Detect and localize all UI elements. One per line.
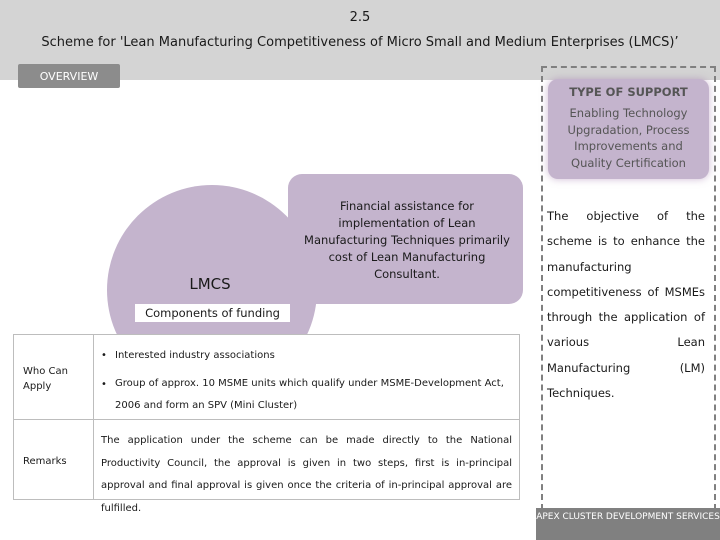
- components-of-funding-label: Components of funding: [135, 304, 290, 322]
- remarks-text: The application under the scheme can be made directly to the National Productivity Council, the approval is given in two steps, first is in-principal approval and final approval is given once the criteria of in-principal approval are fulfilled.: [101, 435, 512, 514]
- support-title: TYPE OF SUPPORT: [569, 85, 688, 99]
- lmcs-label: LMCS: [189, 275, 231, 293]
- who-can-apply-label: Who Can Apply: [23, 366, 68, 392]
- funding-text: Financial assistance for implementation of Lean Manufacturing Techniques primarily cost of Lean Manufacturing Consultant.: [304, 199, 510, 281]
- slide-title: Scheme for 'Lean Manufacturing Competitiveness of Micro Small and Medium Enterprises (LMCS)’: [41, 35, 679, 50]
- bullet-icon: •: [101, 350, 107, 361]
- slide-number: 2.5: [349, 10, 371, 25]
- bullet-icon: •: [101, 379, 107, 390]
- footer-brand: APEX CLUSTER DEVELOPMENT SERVICES: [536, 508, 720, 540]
- remarks-label: Remarks: [23, 456, 67, 467]
- type-of-support-box: [548, 79, 709, 179]
- list-item: Interested industry associations: [115, 350, 275, 361]
- support-text: Enabling Technology Upgradation, Process Improvements and Quality Certification: [567, 106, 690, 170]
- list-item: Group of approx. 10 MSME units which qualify under MSME-Development Act, 2006 and form an SPV (Mini Cluster): [115, 378, 504, 411]
- table-divider: [93, 420, 94, 500]
- table-divider: [93, 334, 94, 420]
- overview-tab[interactable]: OVERVIEW: [18, 64, 120, 88]
- objective-text: The objective of the scheme is to enhance the manufacturing competitiveness of MSMEs through the application of various Lean Manufacturing (LM) Techniques.: [547, 209, 705, 401]
